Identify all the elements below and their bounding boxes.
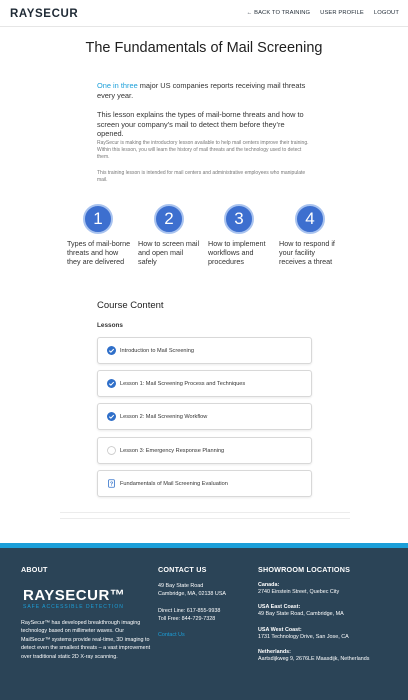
step-number-circle: 3 bbox=[224, 204, 254, 234]
intro-paragraph: This lesson explains the types of mail-borne threats and how to screen your company’s mail to detect them before they’re opened. bbox=[97, 110, 304, 139]
address-line-1: 49 Bay State Road bbox=[158, 583, 204, 589]
footer-showrooms bbox=[258, 565, 403, 664]
back-to-training-link[interactable]: ← BACK TO TRAINING bbox=[246, 10, 311, 16]
toll-free: Toll Free: 844-729-7328 bbox=[158, 616, 216, 623]
location-name: Netherlands: bbox=[258, 649, 291, 656]
step-number-circle: 4 bbox=[295, 204, 325, 234]
site-header bbox=[0, 0, 408, 27]
lesson-2[interactable] bbox=[97, 403, 312, 430]
intro-audience: This training lesson is intended for mail centers and administrative employees who manipulate mail. bbox=[97, 170, 306, 184]
location-address: 2740 Einstein Street, Quebec City bbox=[258, 589, 340, 595]
showroom-heading: SHOWROOM LOCATIONS bbox=[258, 565, 351, 574]
footer-about bbox=[21, 565, 151, 661]
location-address: Aartsdijkweg 9, 2676LE Maasdijk, Netherlands bbox=[258, 656, 370, 663]
logout-link[interactable]: LOGOUT bbox=[373, 10, 399, 16]
footer-contact bbox=[158, 565, 250, 638]
location-address: 1731 Technology Drive, San Jose, CA bbox=[258, 633, 349, 640]
lesson-1[interactable] bbox=[97, 370, 312, 397]
lesson-intro[interactable] bbox=[97, 337, 312, 364]
quiz-document-icon bbox=[107, 479, 116, 488]
check-circle-icon bbox=[107, 379, 116, 388]
step-label: How to respond if your facility receives a threat bbox=[279, 239, 335, 266]
footer-logo bbox=[21, 584, 136, 610]
direct-line: Direct Line: 617-855-9938 bbox=[158, 607, 221, 614]
top-nav bbox=[247, 10, 399, 16]
svg-text:?: ? bbox=[109, 481, 114, 488]
address-line-2: Cambridge, MA, 02138 USA bbox=[158, 591, 227, 598]
step-number-circle: 2 bbox=[154, 204, 184, 234]
content-divider bbox=[60, 512, 350, 519]
step-label: Types of mail-borne threats and how they are delivered bbox=[67, 239, 131, 266]
step-number-circle: 1 bbox=[83, 204, 113, 234]
contact-heading: CONTACT US bbox=[158, 565, 207, 574]
step-1 bbox=[67, 204, 131, 266]
lessons-label: Lessons bbox=[97, 322, 123, 329]
step-2 bbox=[138, 204, 202, 266]
showroom-netherlands bbox=[258, 649, 403, 663]
about-text: RaySecur™ has developed breakthrough imaging technology based on millimeter waves. Our MailSecur™ systems provide real-time, 3D imaging to detect even the smallest threats – a vast improvement over traditional static 2D X-ray scanning. bbox=[21, 620, 151, 660]
check-circle-icon bbox=[107, 412, 116, 421]
lesson-label: Fundamentals of Mail Screening Evaluation bbox=[120, 480, 228, 487]
showroom-canada bbox=[258, 582, 403, 596]
contact-us-link[interactable]: Contact Us bbox=[158, 631, 185, 638]
showroom-usa-west bbox=[258, 627, 403, 641]
showroom-usa-east bbox=[258, 604, 403, 618]
about-heading: ABOUT bbox=[21, 565, 48, 574]
step-3 bbox=[208, 204, 272, 266]
step-4 bbox=[279, 204, 343, 266]
location-name: USA East Coast: bbox=[258, 604, 301, 611]
location-name: USA West Coast: bbox=[258, 626, 302, 633]
lesson-3[interactable] bbox=[97, 437, 312, 464]
lesson-label: Introduction to Mail Screening bbox=[120, 347, 195, 354]
lesson-evaluation[interactable] bbox=[97, 470, 312, 497]
lesson-label: Lesson 1: Mail Screening Process and Techniques bbox=[120, 380, 246, 387]
site-footer bbox=[0, 548, 408, 700]
check-circle-icon bbox=[107, 346, 116, 355]
step-label: How to screen mail and open mail safely bbox=[138, 239, 200, 266]
lead-rest: major US companies reports receiving mail threats every year. bbox=[97, 81, 306, 100]
user-profile-link[interactable]: USER PROFILE bbox=[320, 10, 364, 16]
empty-circle-icon bbox=[107, 446, 116, 455]
raysecur-logo[interactable] bbox=[10, 6, 86, 20]
intro-detail: RaySecur is making the introductory lesson available to help mail centers improve their training. Within this lesson, you will learn the history of mail threats and the technology used to detect them. bbox=[97, 140, 309, 161]
footer-logo-tagline: SAFE ACCESSIBLE DETECTION bbox=[23, 604, 124, 610]
intro-lead bbox=[97, 81, 312, 100]
lesson-label: Lesson 2: Mail Screening Workflow bbox=[120, 413, 208, 420]
lesson-label: Lesson 3: Emergency Response Planning bbox=[120, 447, 225, 454]
step-label: How to implement workflows and procedures bbox=[208, 239, 266, 266]
course-content-title: Course Content bbox=[97, 300, 164, 311]
location-address: 49 Bay State Road, Cambridge, MA bbox=[258, 611, 344, 618]
location-name: Canada: bbox=[258, 582, 280, 588]
page-title: The Fundamentals of Mail Screening bbox=[85, 40, 323, 56]
footer-logo-text: RAYSECUR™ bbox=[23, 587, 126, 604]
lead-highlight: One in three bbox=[97, 81, 138, 90]
logo-text: RAYSECUR bbox=[10, 8, 79, 20]
